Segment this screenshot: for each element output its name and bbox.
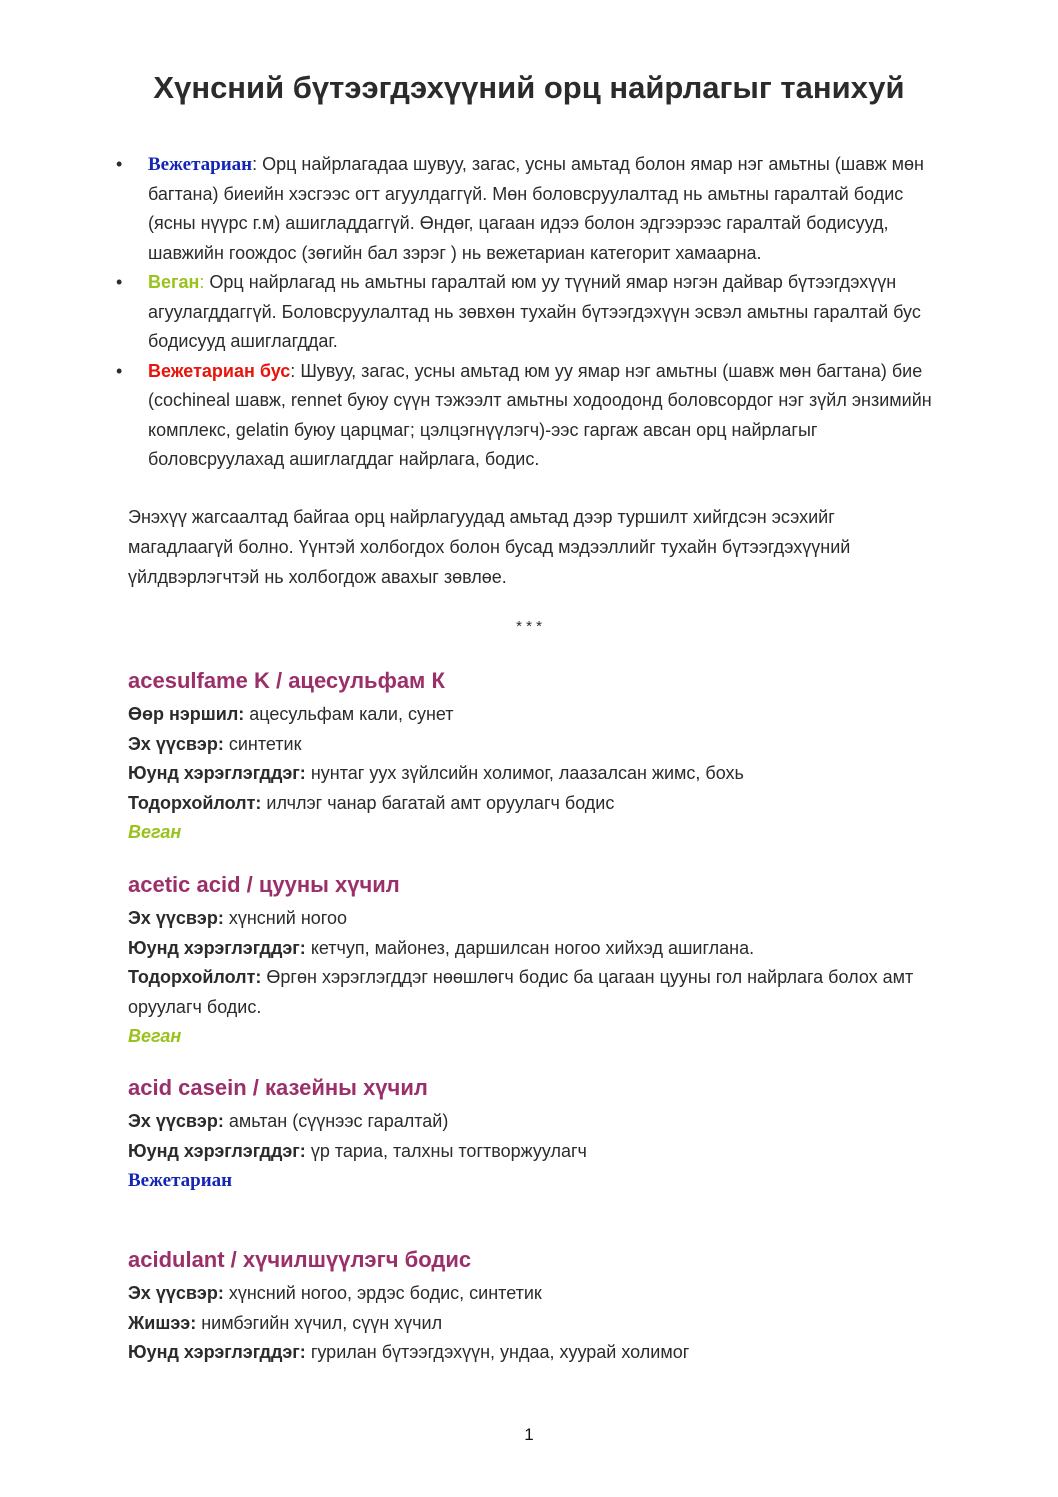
field-label: Юунд хэрэглэгддэг: bbox=[128, 1342, 306, 1362]
category-item-vegan bbox=[116, 268, 948, 357]
ingredient-entry bbox=[128, 1073, 948, 1196]
field-label: Юунд хэрэглэгддэг: bbox=[128, 937, 306, 958]
category-item-non-vegetarian bbox=[116, 357, 948, 475]
disclaimer-note: Энэхүү жагсаалтад байгаа орц найрлагуудад амьтад дээр туршилт хийгдсэн эсэхийг магадлаагүй болно. Үүнтэй холбогдох болон бусад мэдээллийг тухайн бүтээгдэхүүний үйлдвэрлэгчтэй нь холбогдож авахыг зөвлөе. bbox=[128, 507, 851, 587]
field-label: Тодорхойлолт: bbox=[128, 967, 262, 987]
ingredient-field bbox=[128, 1107, 948, 1137]
section-separator: * * * bbox=[516, 618, 542, 635]
ingredient-title: acetic acid / цууны хүчил bbox=[128, 872, 400, 897]
field-label: Эх үүсвэр: bbox=[128, 908, 224, 928]
ingredient-field bbox=[128, 1338, 948, 1368]
category-separator: : bbox=[290, 360, 301, 381]
category-description: Орц найрлагад нь амьтны гаралтай юм уу түүний ямар нэгэн дайвар бүтээгдэхүүн агуулагддаггүй. Боловсруулалтад нь зөвхөн тухайн бүтээгдэхүүн эсвэл амьтны гаралтай бус бодисууд ашиглагддаг. bbox=[148, 272, 921, 351]
category-name: Вежетариан bbox=[148, 154, 253, 175]
ingredient-title: acesulfame K / ацесульфам К bbox=[128, 668, 445, 693]
field-value: синтетик bbox=[223, 733, 302, 754]
bullet-icon: • bbox=[116, 154, 123, 174]
field-label: Юунд хэрэглэгддэг: bbox=[128, 1140, 306, 1161]
ingredient-field bbox=[128, 963, 948, 1022]
field-value: хүнсний ногоо bbox=[223, 908, 347, 928]
field-label: Эх үүсвэр: bbox=[128, 1283, 224, 1303]
ingredient-field bbox=[128, 700, 948, 730]
category-description: Шувуу, загас, усны амьтад юм уу ямар нэг амьтны (шавж мөн багтана) бие (cochineal шавж, rennet буюу сүүн тэжээлт амьтны ходоодонд боловсордог нэг зүйл энзимийн комплекс, gelatin буюу царцмаг; цэлцэгнүүлэгч)-ээс гаргаж авсан орц найрлагыг боловсруулахад ашиглагддаг найрлага, бодис. bbox=[148, 360, 932, 469]
field-value: үр тариа, талхны тогтворжуулагч bbox=[305, 1140, 587, 1161]
ingredient-field bbox=[128, 1137, 948, 1167]
ingredient-field bbox=[128, 759, 948, 789]
field-label: Жишээ: bbox=[128, 1312, 197, 1333]
field-value: гурилан бүтээгдэхүүн, ундаа, хуурай холимог bbox=[305, 1342, 690, 1362]
category-item-vegetarian bbox=[116, 150, 948, 268]
field-label: Юунд хэрэглэгддэг: bbox=[128, 763, 306, 783]
field-value: кетчуп, майонез, даршилсан ногоо хийхэд ашиглана. bbox=[305, 937, 755, 958]
ingredient-field bbox=[128, 1309, 948, 1339]
ingredient-category: Вежетариан bbox=[128, 1170, 233, 1191]
field-label: Өөр нэршил: bbox=[128, 704, 245, 724]
category-separator: : bbox=[252, 154, 263, 174]
bullet-icon: • bbox=[116, 272, 123, 292]
field-value: хүнсний ногоо, эрдэс бодис, синтетик bbox=[223, 1283, 542, 1303]
ingredient-category: Веган bbox=[128, 822, 182, 842]
bullet-icon: • bbox=[116, 360, 123, 381]
ingredient-title: acidulant / хүчилшүүлэгч бодис bbox=[128, 1247, 472, 1272]
ingredient-field bbox=[128, 730, 948, 760]
category-name: Вежетариан бус bbox=[148, 360, 291, 381]
category-description: Орц найрлагадаа шувуу, загас, усны амьтад болон ямар нэг амьтны (шавж мөн багтана) биеийн хэсгээс огт агуулдаггүй. Мөн боловсруулалтад нь амьтны гаралтай бодис (ясны нүүрс г.м) ашигладдаггүй. Өндөг, цагаан идээ болон эдгээрээс гаралтай бодисууд, шавжийн гоождос (зөгийн бал зэрэг ) нь вежетариан категорит хамаарна. bbox=[148, 154, 924, 263]
ingredient-entry bbox=[128, 870, 948, 1051]
field-label: Эх үүсвэр: bbox=[128, 1111, 224, 1131]
ingredient-category: Веган bbox=[128, 1026, 182, 1046]
field-value: нунтаг уух зүйлсийн холимог, лаазалсан жимс, бохь bbox=[305, 763, 744, 783]
ingredient-field bbox=[128, 789, 948, 819]
field-label: Тодорхойлолт: bbox=[128, 792, 262, 813]
category-separator: : bbox=[199, 272, 210, 292]
ingredient-field bbox=[128, 934, 948, 964]
field-value: ацесульфам кали, сунет bbox=[244, 704, 454, 724]
ingredient-field bbox=[128, 904, 948, 934]
field-label: Эх үүсвэр: bbox=[128, 733, 224, 754]
field-value: амьтан (сүүнээс гаралтай) bbox=[223, 1111, 449, 1131]
field-value: илчлэг чанар багатай амт оруулагч бодис bbox=[261, 792, 615, 813]
ingredient-entry bbox=[128, 666, 948, 847]
ingredient-field bbox=[128, 1279, 948, 1309]
page-title: Хүнсний бүтээгдэхүүний орц найрлагыг танихуй bbox=[153, 70, 905, 105]
category-name: Веган bbox=[148, 272, 200, 292]
ingredient-entry bbox=[128, 1245, 948, 1368]
field-value: Өргөн хэрэглэгддэг нөөшлөгч бодис ба цагаан цууны гол найрлага болох амт оруулагч бодис. bbox=[128, 967, 914, 1017]
category-list bbox=[116, 150, 948, 475]
page-number: 1 bbox=[524, 1425, 534, 1444]
field-value: нимбэгийн хүчил, сүүн хүчил bbox=[196, 1312, 443, 1333]
ingredient-title: acid casein / казейны хүчил bbox=[128, 1075, 428, 1100]
